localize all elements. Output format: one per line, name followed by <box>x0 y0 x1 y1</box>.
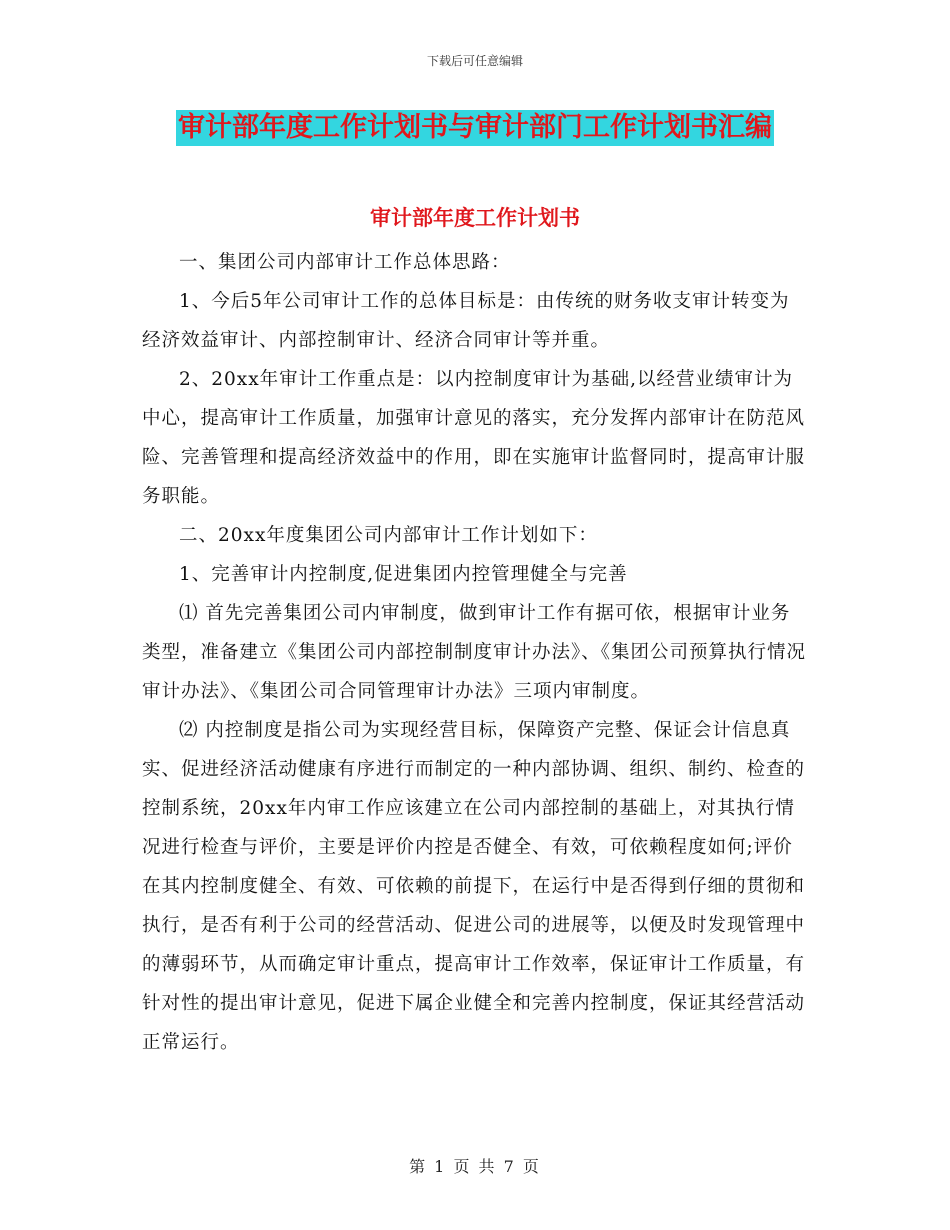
document-body <box>142 243 806 1062</box>
paragraph: 1、今后5年公司审计工作的总体目标是：由传统的财务收支审计转变为经济效益审计、内部控制审计、经济合同审计等并重。 <box>142 291 790 351</box>
page-header-note: 下载后可任意编辑 <box>426 54 523 68</box>
paragraph: 2、20xx年审计工作重点是：以内控制度审计为基础,以经营业绩审计为中心，提高审计工作质量，加强审计意见的落实，充分发挥内部审计在防范风险、完善管理和提高经济效益中的作用，即在实施审计监督同时，提高审计服务职能。 <box>142 369 806 507</box>
paragraph: ⑵ 内控制度是指公司为实现经营目标，保障资产完整、保证会计信息真实、促进经济活动健康有序进行而制定的一种内部协调、组织、制约、检查的控制系统，20xx年内审工作应该建立在公司内部控制的基础上，对其执行情况进行检查与评价，主要是评价内控是否健全、有效，可依赖程度如何;评价在其内控制度健全、有效、可依赖的前提下，在运行中是否得到仔细的贯彻和执行，是否有利于公司的经营活动、促进公司的进展等，以便及时发现管理中的薄弱环节，从而确定审计重点，提高审计工作效率，保证审计工作质量，有针对性的提出审计意见，促进下属企业健全和完善内控制度，保证其经营活动正常运行。 <box>142 720 806 1053</box>
paragraph: 一、集团公司内部审计工作总体思路： <box>179 252 511 273</box>
paragraph: ⑴ 首先完善集团公司内审制度，做到审计工作有据可依，根据审计业务类型，准备建立《集团公司内部控制制度审计办法》、《集团公司预算执行情况审计办法》、《集团公司合同管理审计办法》三项内审制度。 <box>142 603 807 702</box>
paragraph: 二、20xx年度集团公司内部审计工作计划如下： <box>179 525 598 546</box>
page-number: 第 1 页 共 7 页 <box>409 1157 541 1176</box>
document-title-container <box>0 110 950 146</box>
paragraph: 1、完善审计内控制度,促进集团内控管理健全与完善 <box>179 564 628 585</box>
document-title: 审计部年度工作计划书与审计部门工作计划书汇编 <box>176 110 774 146</box>
section-title: 审计部年度工作计划书 <box>370 205 580 230</box>
